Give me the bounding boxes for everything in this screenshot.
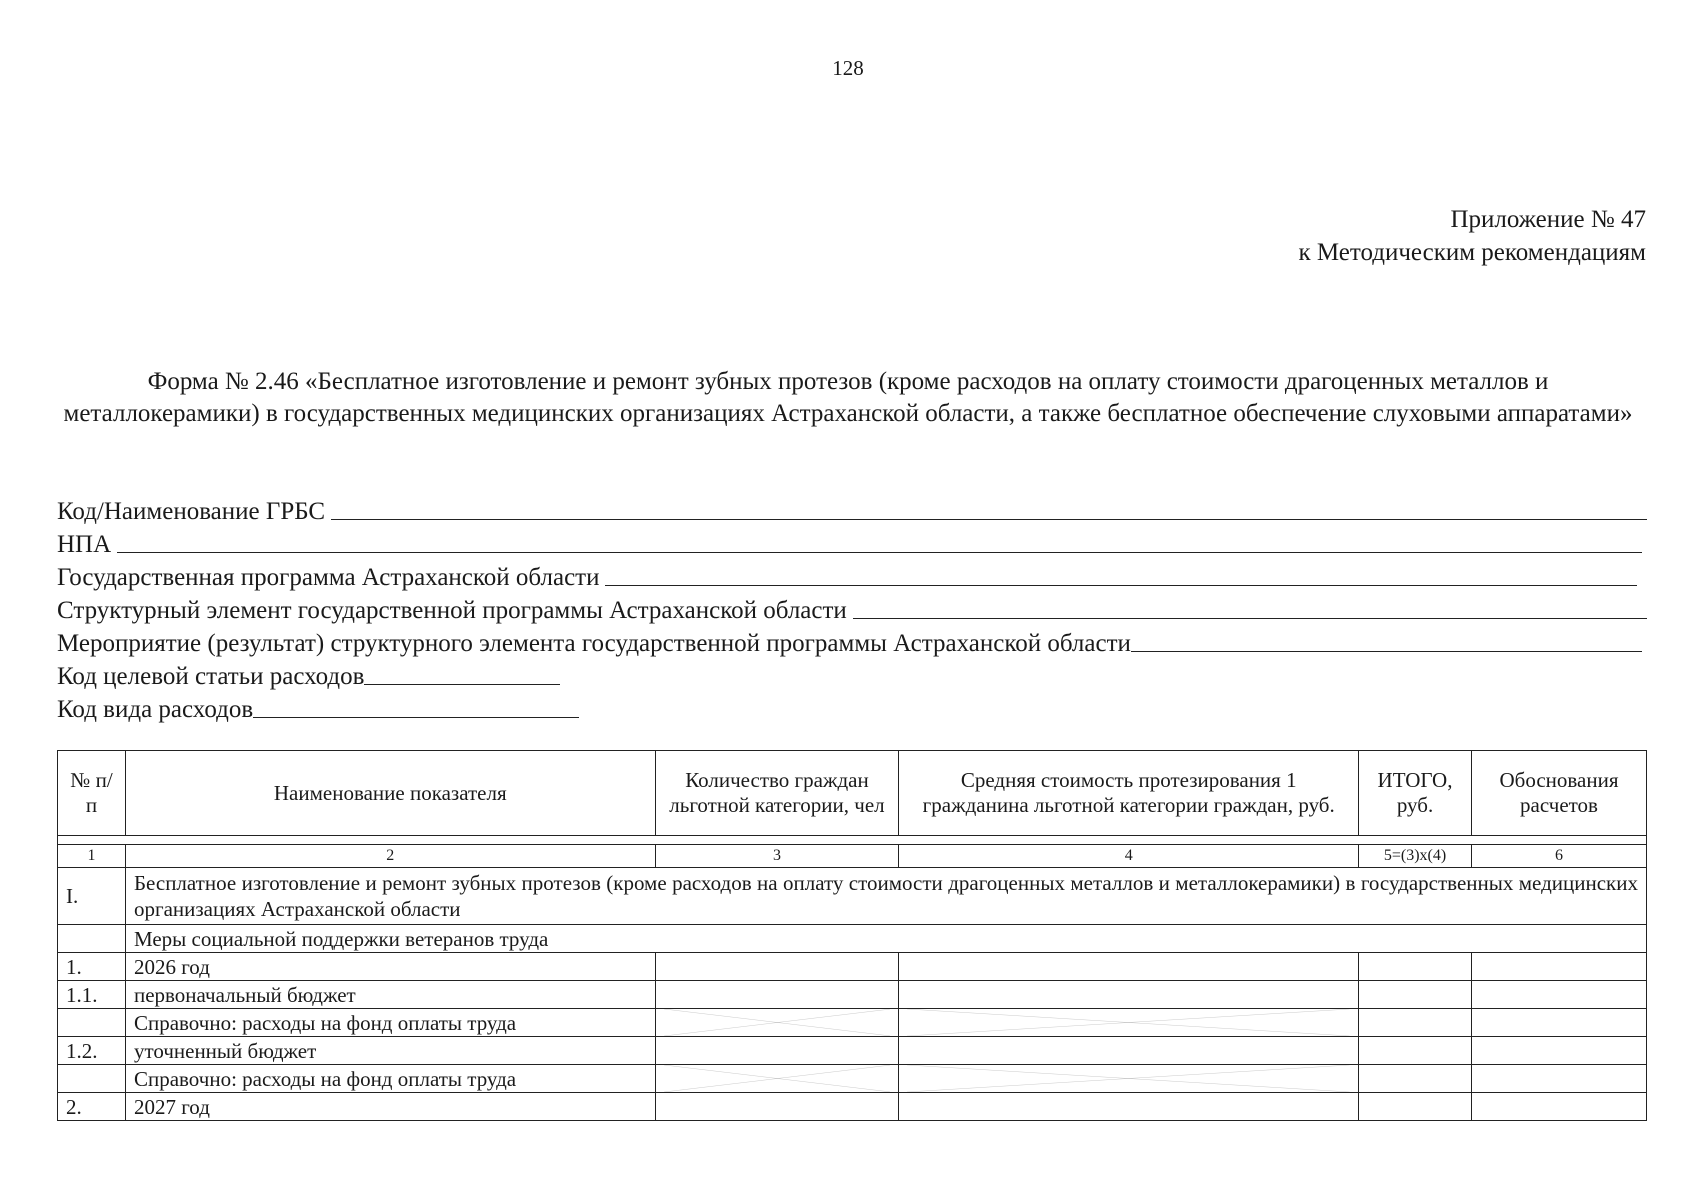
calculation-table: [57, 750, 1647, 1121]
appendix-header: [1298, 203, 1646, 269]
cell-total[interactable]: [1359, 981, 1472, 1009]
header-total: ИТОГО, руб.: [1359, 751, 1472, 836]
cell-total[interactable]: [1359, 1065, 1472, 1093]
subsection-title: Меры социальной поддержки ветеранов труда: [125, 925, 1646, 953]
field-structural-element-line[interactable]: [853, 618, 1647, 619]
table-row: [58, 1009, 1647, 1037]
field-npa-label: НПА: [57, 531, 112, 558]
cross-out-icon: [907, 1065, 1350, 1092]
cell-count[interactable]: [655, 1093, 899, 1121]
row-number: 1.: [58, 953, 126, 981]
cell-justification[interactable]: [1472, 1009, 1647, 1037]
header-justification: Обоснования расчетов: [1472, 751, 1647, 836]
cell-justification[interactable]: [1472, 953, 1647, 981]
table-row: [58, 1037, 1647, 1065]
column-number: 1: [58, 845, 126, 868]
cell-justification[interactable]: [1472, 1093, 1647, 1121]
appendix-number: Приложение № 47: [1450, 206, 1646, 233]
header-avg-cost: Средняя стоимость протезирования 1 гражданина льготной категории граждан, руб.: [899, 751, 1359, 836]
table-gap-row: [58, 836, 1647, 845]
table-row: [58, 1093, 1647, 1121]
cell-justification[interactable]: [1472, 1065, 1647, 1093]
row-name: 2027 год: [125, 1093, 655, 1121]
field-expense-type-code: [57, 690, 1647, 723]
header-num: № п/п: [58, 751, 126, 836]
field-structural-element-label: Структурный элемент государственной программы Астраханской области: [57, 597, 847, 624]
cross-out-icon: [664, 1065, 891, 1092]
subsection-row: [58, 925, 1647, 953]
field-npa-line[interactable]: [117, 552, 1642, 553]
cell-count[interactable]: [655, 953, 899, 981]
field-program-line[interactable]: [605, 585, 1637, 586]
row-name: Справочно: расходы на фонд оплаты труда: [125, 1065, 655, 1093]
cell-avg-cost[interactable]: [899, 1093, 1359, 1121]
section-row: [58, 868, 1647, 925]
field-program-label: Государственная программа Астраханской области: [57, 564, 600, 591]
field-grbs-line[interactable]: [331, 519, 1647, 520]
header-count: Количество граждан льготной категории, чел: [655, 751, 899, 836]
crossed-out-cell: [899, 1009, 1359, 1037]
row-number: 1.2.: [58, 1037, 126, 1065]
table-row: [58, 981, 1647, 1009]
form-title: Форма № 2.46 «Бесплатное изготовление и ремонт зубных протезов (кроме расходов на оплату стоимости драгоценных металлов и металлокерамики) в государственных медицинских организациях Астраханской области, а также бесплатное обеспечение слуховыми аппаратами»: [63, 368, 1633, 427]
column-number: 2: [125, 845, 655, 868]
row-number: [58, 1065, 126, 1093]
cell-total[interactable]: [1359, 1093, 1472, 1121]
cell-total[interactable]: [1359, 1009, 1472, 1037]
table-row: [58, 953, 1647, 981]
cell-avg-cost[interactable]: [899, 953, 1359, 981]
form-fields: [57, 492, 1647, 723]
crossed-out-cell: [655, 1009, 899, 1037]
section-number: I.: [58, 868, 126, 925]
column-number: 6: [1472, 845, 1647, 868]
field-event-line[interactable]: [1131, 651, 1642, 652]
column-number: 5=(3)х(4): [1359, 845, 1472, 868]
appendix-reference: к Методическим рекомендациям: [1298, 239, 1646, 266]
cross-out-icon: [664, 1009, 891, 1036]
row-name: первоначальный бюджет: [125, 981, 655, 1009]
field-event-label: Мероприятие (результат) структурного элемента государственной программы Астраханской области: [57, 630, 1131, 657]
field-event: [57, 624, 1647, 657]
field-grbs: [57, 492, 1647, 525]
field-expense-type-code-line[interactable]: [253, 717, 579, 718]
cell-justification[interactable]: [1472, 1037, 1647, 1065]
field-target-code-line[interactable]: [364, 684, 560, 685]
field-expense-type-code-label: Код вида расходов: [57, 696, 254, 723]
cell-avg-cost[interactable]: [899, 981, 1359, 1009]
column-number-row: [58, 845, 1647, 868]
section-title: Бесплатное изготовление и ремонт зубных протезов (кроме расходов на оплату стоимости драгоценных металлов и металлокерамики) в государственных медицинских организациях Астраханской области: [125, 868, 1646, 925]
column-number: 3: [655, 845, 899, 868]
row-number: 2.: [58, 1093, 126, 1121]
cell-count[interactable]: [655, 981, 899, 1009]
row-name: уточненный бюджет: [125, 1037, 655, 1065]
cell-total[interactable]: [1359, 953, 1472, 981]
table-row: [58, 1065, 1647, 1093]
header-name: Наименование показателя: [125, 751, 655, 836]
cross-out-icon: [907, 1009, 1350, 1036]
table-header-row: [58, 751, 1647, 836]
field-program: [57, 558, 1647, 591]
cell-total[interactable]: [1359, 1037, 1472, 1065]
row-name: Справочно: расходы на фонд оплаты труда: [125, 1009, 655, 1037]
row-number: [58, 1009, 126, 1037]
crossed-out-cell: [655, 1065, 899, 1093]
cell-avg-cost[interactable]: [899, 1037, 1359, 1065]
cell-justification[interactable]: [1472, 981, 1647, 1009]
field-target-code: [57, 657, 1647, 690]
row-number: 1.1.: [58, 981, 126, 1009]
field-npa: [57, 525, 1647, 558]
column-number: 4: [899, 845, 1359, 868]
crossed-out-cell: [899, 1065, 1359, 1093]
subsection-number: [58, 925, 126, 953]
field-target-code-label: Код целевой статьи расходов: [57, 663, 365, 690]
field-grbs-label: Код/Наименование ГРБС: [57, 498, 326, 525]
field-structural-element: [57, 591, 1647, 624]
row-name: 2026 год: [125, 953, 655, 981]
cell-count[interactable]: [655, 1037, 899, 1065]
page-number: 128: [832, 56, 864, 80]
